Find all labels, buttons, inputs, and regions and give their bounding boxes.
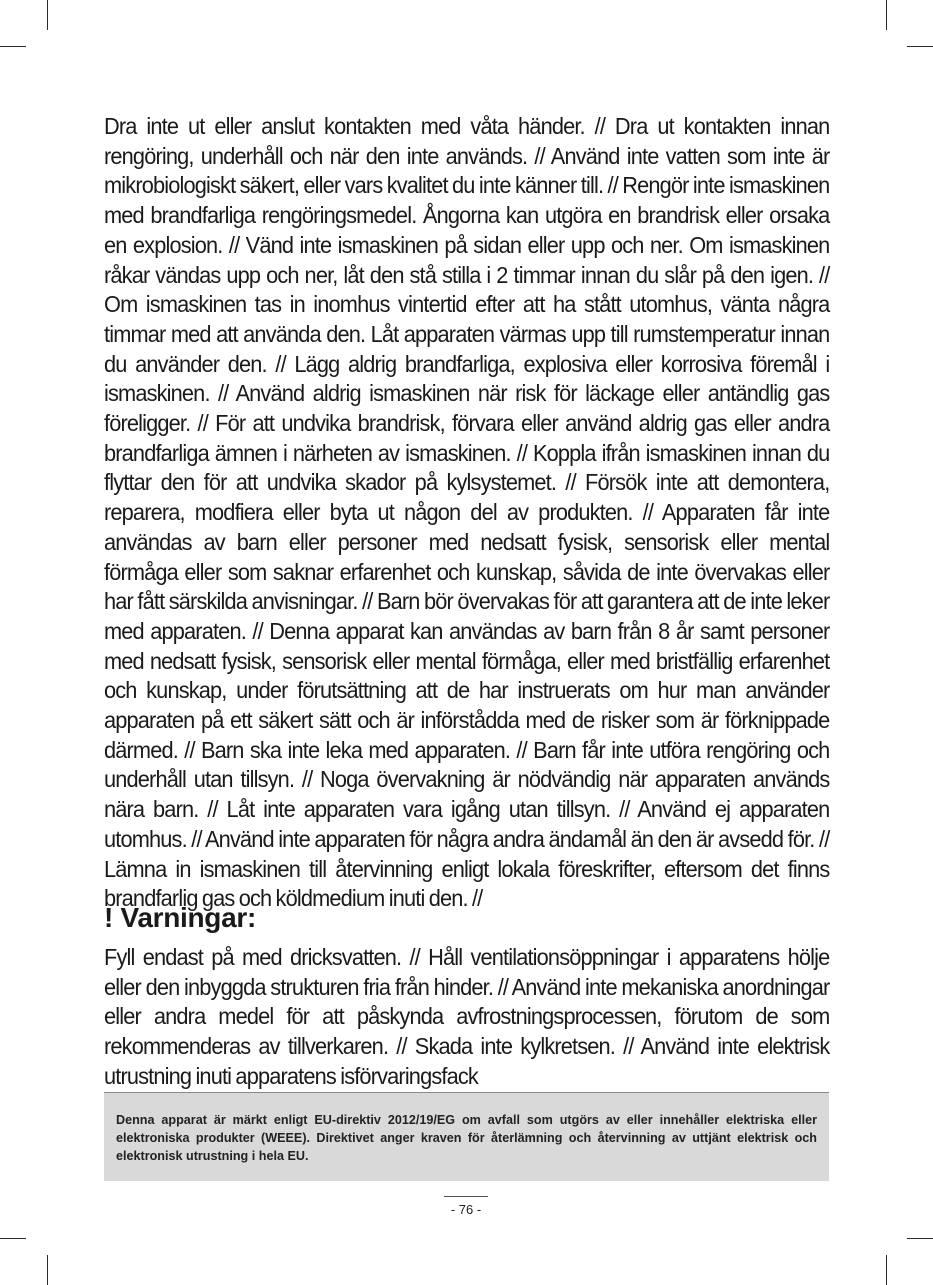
crop-mark-bottom-left-vertical [47,1255,48,1285]
weee-notice-text: Denna apparat är märkt enligt EU-direktiv 2012/19/EG om avfall som utgörs av eller innehåller elektriska eller elektroniska produkter (WEEE). Direktivet anger kraven för återlämning och återvinning av uttjänt elektrisk och elektronisk utrustning i hela EU. [116,1113,817,1163]
page-number: - 76 - [450,1202,482,1217]
warnings-paragraph: Fyll endast på med dricksvatten. // Håll ventilationsöppningar i apparatens hölje eller den inbyggda strukturen fria från hinder. // Använd inte mekaniska anordningar eller andra medel för att påskynda avfrostningsprocessen, förutom de som rekommenderas av tillverkaren. // Skada inte kylkretsen. // Använd inte elektrisk utrustning inuti apparatens isförvaringsfack [104,944,830,1089]
crop-mark-top-right-vertical [886,0,887,30]
crop-mark-bottom-right-vertical [886,1255,887,1285]
safety-instructions-paragraph: Dra inte ut eller anslut kontakten med våta händer. // Dra ut kontakten innan rengöring, underhåll och när den inte används. // Använd inte vatten som inte är mikrobiologiskt säkert, eller vars kvalitet du inte känner till. // Rengör inte ismaskinen med brandfarliga rengöringsmedel. Ångorna kan utgöra en brandrisk eller orsaka en explosion. // Vänd inte ismaskinen på sidan eller upp och ner. Om ismaskinen råkar vändas upp och ner, låt den stå stilla i 2 timmar innan du slår på den igen. // Om ismaskinen tas in inomhus vintertid efter att ha stått utomhus, vänta några timmar med att använda den. Låt apparaten värmas upp till rumstemperatur innan du använder den. // Lägg aldrig brandfarliga, explosiva eller korrosiva föremål i ismaskinen. // Använd aldrig ismaskinen när risk för läckage eller antändlig gas föreligger. // För att undvika brandrisk, förvara eller använd aldrig gas eller andra brandfarliga ämnen i närheten av ismaskinen. // Koppla ifrån ismaskinen innan du flyttar den för att undvika skador på kylsystemet. // Försök inte att demontera, reparera, modfiera eller byta ut någon del av produkten. // Apparaten får inte användas av barn eller personer med nedsatt fysisk, sensorisk eller mental förmåga eller som saknar erfarenhet och kunskap, såvida de inte övervakas eller har fått särskilda anvisningar. // Barn bör övervakas för att garantera att de inte leker med apparaten. // Denna apparat kan användas av barn från 8 år samt personer med nedsatt fysisk, sensorisk eller mental förmåga, eller med bristfällig erfarenhet och kunskap, under förutsättning att de har instruerats om hur man använder apparaten på ett säkert sätt och är införstådda med de risker som är förknippade därmed. // Barn ska inte leka med apparaten. // Barn får inte utföra rengöring och underhåll utan tillsyn. // Noga övervakning är nödvändig när apparaten används nära barn. // Låt inte apparaten vara igång utan tillsyn. // Använd ej apparaten utomhus. // Använd inte apparaten för några andra ändamål än den är avsedd för. // Lämna in ismaskinen till återvinning enligt lokala föreskrifter, eftersom det finns brandfarlig gas och köldmedium inuti den. // [104,113,830,912]
crop-mark-bottom-left-horizontal [0,1238,26,1239]
crop-mark-bottom-right-horizontal [907,1238,933,1239]
weee-notice-box [104,1092,829,1181]
crop-mark-top-right-horizontal [907,46,933,47]
crop-mark-top-left-vertical [47,0,48,30]
warnings-heading: ! Varningar: [104,902,256,933]
crop-mark-top-left-horizontal [0,46,26,47]
page-number-rule [444,1196,488,1197]
